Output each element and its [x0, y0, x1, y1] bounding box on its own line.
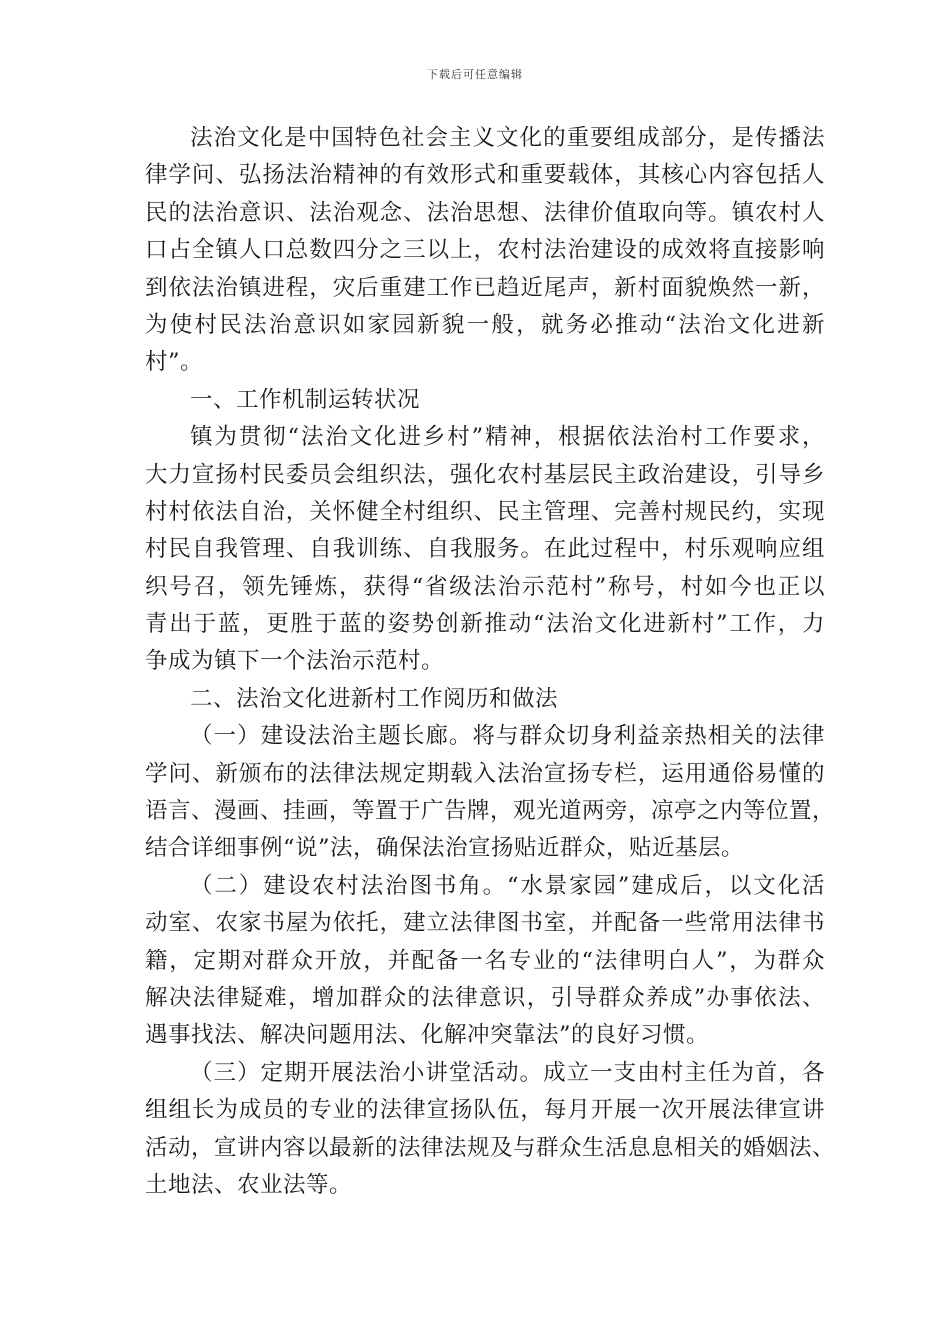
text-line: 籍，定期对群众开放，并配备一名专业的“法律明白人”，为群众	[145, 947, 825, 974]
text-line: 大力宣扬村民委员会组织法，强化农村基层民主政治建设，引导乡	[145, 461, 825, 488]
text-line: 到依法治镇进程，灾后重建工作已趋近尾声，新村面貌焕然一新，	[145, 274, 825, 301]
text-line: 解决法律疑难，增加群众的法律意识，引导群众养成”办事依法、	[145, 984, 825, 1011]
text-line: 织号召，领先锤炼，获得“省级法治示范村”称号，村如今也正以	[145, 573, 825, 600]
text-line: （二）建设农村法治图书角。“水景家园”建成后，以文化活	[190, 872, 825, 899]
text-line: 组组长为成员的专业的法律宣扬队伍，每月开展一次开展法律宣讲	[145, 1097, 825, 1124]
document-body	[145, 120, 836, 1204]
text-line: 民的法治意识、法治观念、法治思想、法律价值取向等。镇农村人	[145, 199, 825, 226]
text-line: 村”。	[145, 349, 204, 376]
text-line: 语言、漫画、挂画，等置于广告牌，观光道两旁，凉亭之内等位置，	[145, 798, 836, 825]
text-line: 活动，宣讲内容以最新的法律法规及与群众生活息息相关的婚姻法、	[145, 1134, 836, 1161]
page-header: 下载后可任意编辑	[427, 68, 523, 81]
text-line: （一）建设法治主题长廊。将与群众切身利益亲热相关的法律	[190, 723, 825, 750]
text-line: 村村依法自治，关怀健全村组织、民主管理、完善村规民约，实现	[145, 498, 825, 525]
text-line: 学问、新颁布的法律法规定期载入法治宣扬专栏，运用通俗易懂的	[145, 760, 825, 787]
text-line: 结合详细事例“说”法，确保法治宣扬贴近群众，贴近基层。	[145, 835, 745, 862]
text-line: 律学问、弘扬法治精神的有效形式和重要载体，其核心内容包括人	[145, 162, 825, 189]
text-line: 动室、农家书屋为依托，建立法律图书室，并配备一些常用法律书	[145, 910, 825, 937]
text-line: 为使村民法治意识如家园新貌一般，就务必推动“法治文化进新	[145, 311, 825, 338]
text-line: （三）定期开展法治小讲堂活动。成立一支由村主任为首，各	[190, 1059, 825, 1086]
text-line: 村民自我管理、自我训练、自我服务。在此过程中，村乐观响应组	[145, 536, 825, 563]
section-heading: 一、工作机制运转状况	[190, 386, 421, 413]
text-line: 青出于蓝，更胜于蓝的姿势创新推动“法治文化进新村”工作，力	[145, 611, 825, 638]
text-line: 法治文化是中国特色社会主义文化的重要组成部分，是传播法	[190, 125, 825, 151]
text-line: 土地法、农业法等。	[145, 1171, 353, 1198]
text-line: 争成为镇下一个法治示范村。	[145, 648, 445, 675]
text-line: 遇事找法、解决问题用法、化解冲突靠法”的良好习惯。	[145, 1022, 710, 1049]
section-heading: 二、法治文化进新村工作阅历和做法	[190, 685, 559, 712]
text-line: 口占全镇人口总数四分之三以上，农村法治建设的成效将直接影响	[145, 237, 825, 264]
text-line: 镇为贯彻“法治文化进乡村”精神，根据依法治村工作要求，	[190, 424, 825, 451]
